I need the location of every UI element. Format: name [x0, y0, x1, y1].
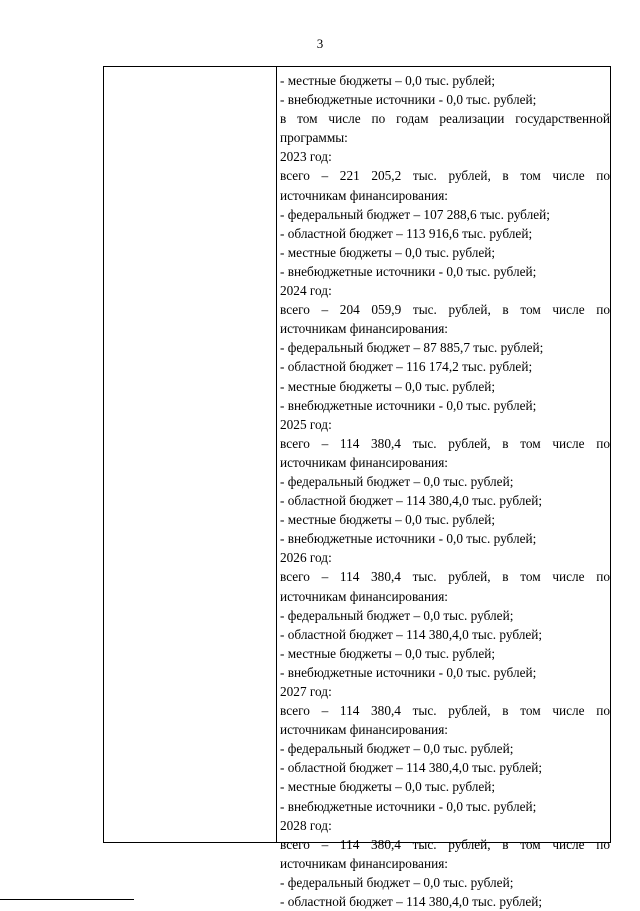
text-line: - федеральный бюджет – 107 288,6 тыс. рублей;	[280, 206, 550, 222]
funding-table	[103, 66, 611, 910]
text-line: всего – 114 380,4 тыс. рублей, в том числе по	[280, 435, 610, 451]
footer-rule	[0, 899, 134, 900]
text-line: - федеральный бюджет – 87 885,7 тыс. рублей;	[280, 340, 544, 356]
text-line: источникам финансирования:	[280, 722, 449, 738]
text-line: - федеральный бюджет – 0,0 тыс. рублей;	[280, 473, 514, 489]
text-line: 2024 год:	[280, 283, 332, 299]
text-line: - внебюджетные источники - 0,0 тыс. рублей;	[280, 664, 537, 680]
text-line: источникам финансирования:	[280, 454, 449, 470]
text-line: всего – 204 059,9 тыс. рублей, в том числе по	[280, 302, 610, 318]
text-line: - областной бюджет – 114 380,4,0 тыс. рублей;	[280, 760, 543, 776]
text-line: - местные бюджеты – 0,0 тыс. рублей;	[280, 512, 496, 528]
text-line: источникам финансирования:	[280, 321, 449, 337]
column-divider	[276, 67, 277, 842]
text-line: 2025 год:	[280, 416, 332, 432]
text-line: - местные бюджеты – 0,0 тыс. рублей;	[280, 73, 496, 88]
text-line: - местные бюджеты – 0,0 тыс. рублей;	[280, 779, 496, 795]
text-line: 2028 год:	[280, 817, 332, 833]
text-line: - областной бюджет – 116 174,2 тыс. рублей;	[280, 359, 533, 375]
text-line: источникам финансирования:	[280, 855, 449, 871]
text-line: в том числе по годам реализации государственной	[280, 111, 610, 127]
text-line: всего – 114 380,4 тыс. рублей, в том числе по	[280, 569, 610, 585]
text-line: - областной бюджет – 114 380,4,0 тыс. рублей;	[280, 626, 543, 642]
text-line: - внебюджетные источники - 0,0 тыс. рублей;	[280, 798, 537, 814]
text-line: - внебюджетные источники - 0,0 тыс. рублей;	[280, 397, 537, 413]
page-number: 3	[316, 36, 324, 51]
text-line: 2026 год:	[280, 550, 332, 566]
text-line: - местные бюджеты – 0,0 тыс. рублей;	[280, 244, 496, 260]
text-line: программы:	[280, 130, 348, 146]
text-line: - федеральный бюджет – 0,0 тыс. рублей;	[280, 607, 514, 623]
text-line: - областной бюджет – 114 380,4,0 тыс. рублей;	[280, 493, 543, 509]
text-line: - местные бюджеты – 0,0 тыс. рублей;	[280, 378, 496, 394]
table-right-cell	[280, 71, 610, 911]
text-line: - областной бюджет – 113 916,6 тыс. рублей;	[280, 225, 533, 241]
text-line: всего – 114 380,4 тыс. рублей, в том числе по	[280, 836, 610, 852]
text-line: - федеральный бюджет – 0,0 тыс. рублей;	[280, 874, 514, 890]
text-line: 2027 год:	[280, 684, 332, 699]
text-line: - местные бюджеты – 0,0 тыс. рублей;	[280, 645, 496, 661]
text-line: источникам финансирования:	[280, 187, 449, 203]
text-line: всего – 114 380,4 тыс. рублей, в том числе по	[280, 703, 610, 719]
text-line: - внебюджетные источники - 0,0 тыс. рублей;	[280, 531, 537, 547]
text-line: - федеральный бюджет – 0,0 тыс. рублей;	[280, 741, 514, 757]
text-line: - областной бюджет – 114 380,4,0 тыс. рублей;	[280, 894, 543, 910]
text-line: источникам финансирования:	[280, 588, 449, 604]
text-line: 2023 год:	[280, 149, 332, 165]
text-line: - внебюджетные источники - 0,0 тыс. рублей;	[280, 92, 537, 108]
text-line: - внебюджетные источники - 0,0 тыс. рублей;	[280, 263, 537, 279]
text-line: всего – 221 205,2 тыс. рублей, в том числе по	[280, 168, 610, 184]
